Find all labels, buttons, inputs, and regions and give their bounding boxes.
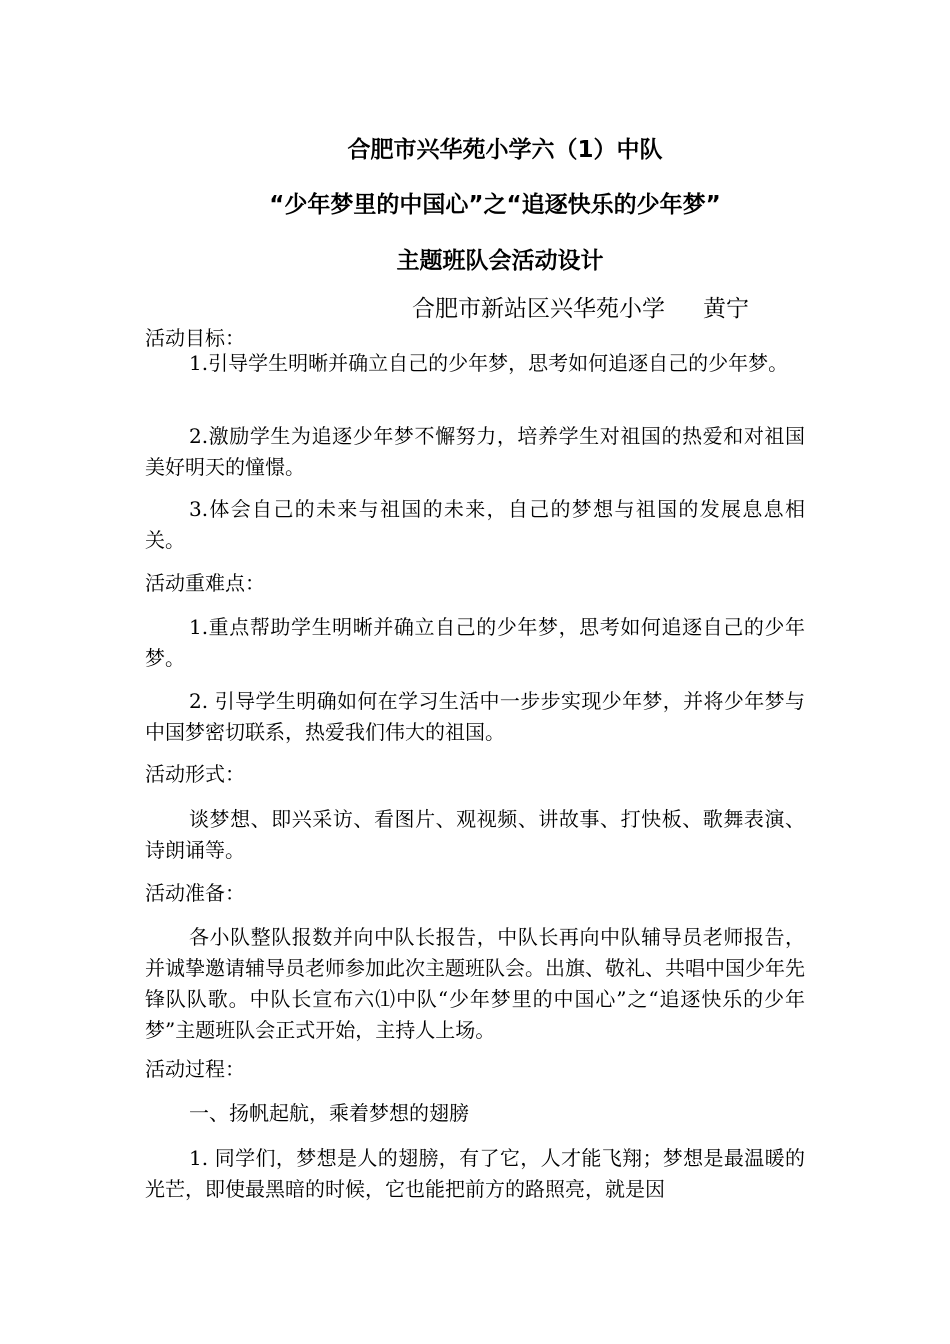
process-heading: 活动过程：: [145, 1057, 245, 1081]
keypoints-item-1: [145, 612, 805, 674]
keypoints-item-1-text: 1.重点帮助学生明晰并确立自己的少年梦，思考如何追逐自己的少年梦。: [145, 615, 805, 670]
author-line: [412, 294, 749, 324]
goals-item-1-text: 1.引导学生明晰并确立自己的少年梦，思考如何追逐自己的少年梦。: [189, 351, 789, 375]
goals-item-1: [145, 348, 805, 379]
process-step-1: [145, 1098, 805, 1129]
goals-item-2: [145, 421, 805, 483]
keypoints-item-2-text: 2. 引导学生明确如何在学习生活中一步步实现少年梦，并将少年梦与中国梦密切联系，热爱我们伟大的祖国。: [145, 689, 805, 744]
prep-text: 各小队整队报数并向中队长报告，中队长再向中队辅导员老师报告，并诚挚邀请辅导员老师参加此次主题班队会。出旗、敬礼、共唱中国少年先锋队队歌。中队长宣布六⑴中队“少年梦里的中国心”之“追逐快乐的少年梦”主题班队会正式开始，主持人上场。: [145, 925, 805, 1042]
form-body: [145, 804, 805, 866]
prep-heading: 活动准备：: [145, 881, 245, 905]
keypoints-heading: 活动重难点：: [145, 571, 265, 595]
author-school: 合肥市新站区兴华苑小学: [412, 296, 665, 322]
process-para-1: [145, 1143, 805, 1205]
title-line-3: 主题班队会活动设计: [396, 248, 604, 274]
keypoints-item-2: [145, 686, 805, 748]
form-heading: 活动形式：: [145, 762, 245, 786]
title-line-2: “少年梦里的中国心”之“追逐快乐的少年梦”: [269, 192, 721, 218]
process-para-1-text: 1. 同学们，梦想是人的翅膀，有了它，人才能飞翔；梦想是最温暖的光芒，即使最黑暗的时候，它也能把前方的路照亮，就是因: [145, 1146, 805, 1201]
process-step-1-text: 一、扬帆起航，乘着梦想的翅膀: [189, 1101, 469, 1125]
prep-body: [145, 922, 805, 1046]
author-name: 黄宁: [703, 296, 749, 322]
goals-item-2-text: 2.激励学生为追逐少年梦不懈努力，培养学生对祖国的热爱和对祖国美好明天的憧憬。: [145, 424, 805, 479]
form-text: 谈梦想、即兴采访、看图片、观视频、讲故事、打快板、歌舞表演、诗朗诵等。: [145, 807, 805, 862]
title-line-1: 合肥市兴华苑小学六（1）中队: [347, 137, 663, 163]
goals-heading: 活动目标：: [145, 326, 245, 350]
goals-item-3-text: 3.体会自己的未来与祖国的未来，自己的梦想与祖国的发展息息相关。: [145, 497, 805, 552]
goals-item-3: [145, 494, 805, 556]
